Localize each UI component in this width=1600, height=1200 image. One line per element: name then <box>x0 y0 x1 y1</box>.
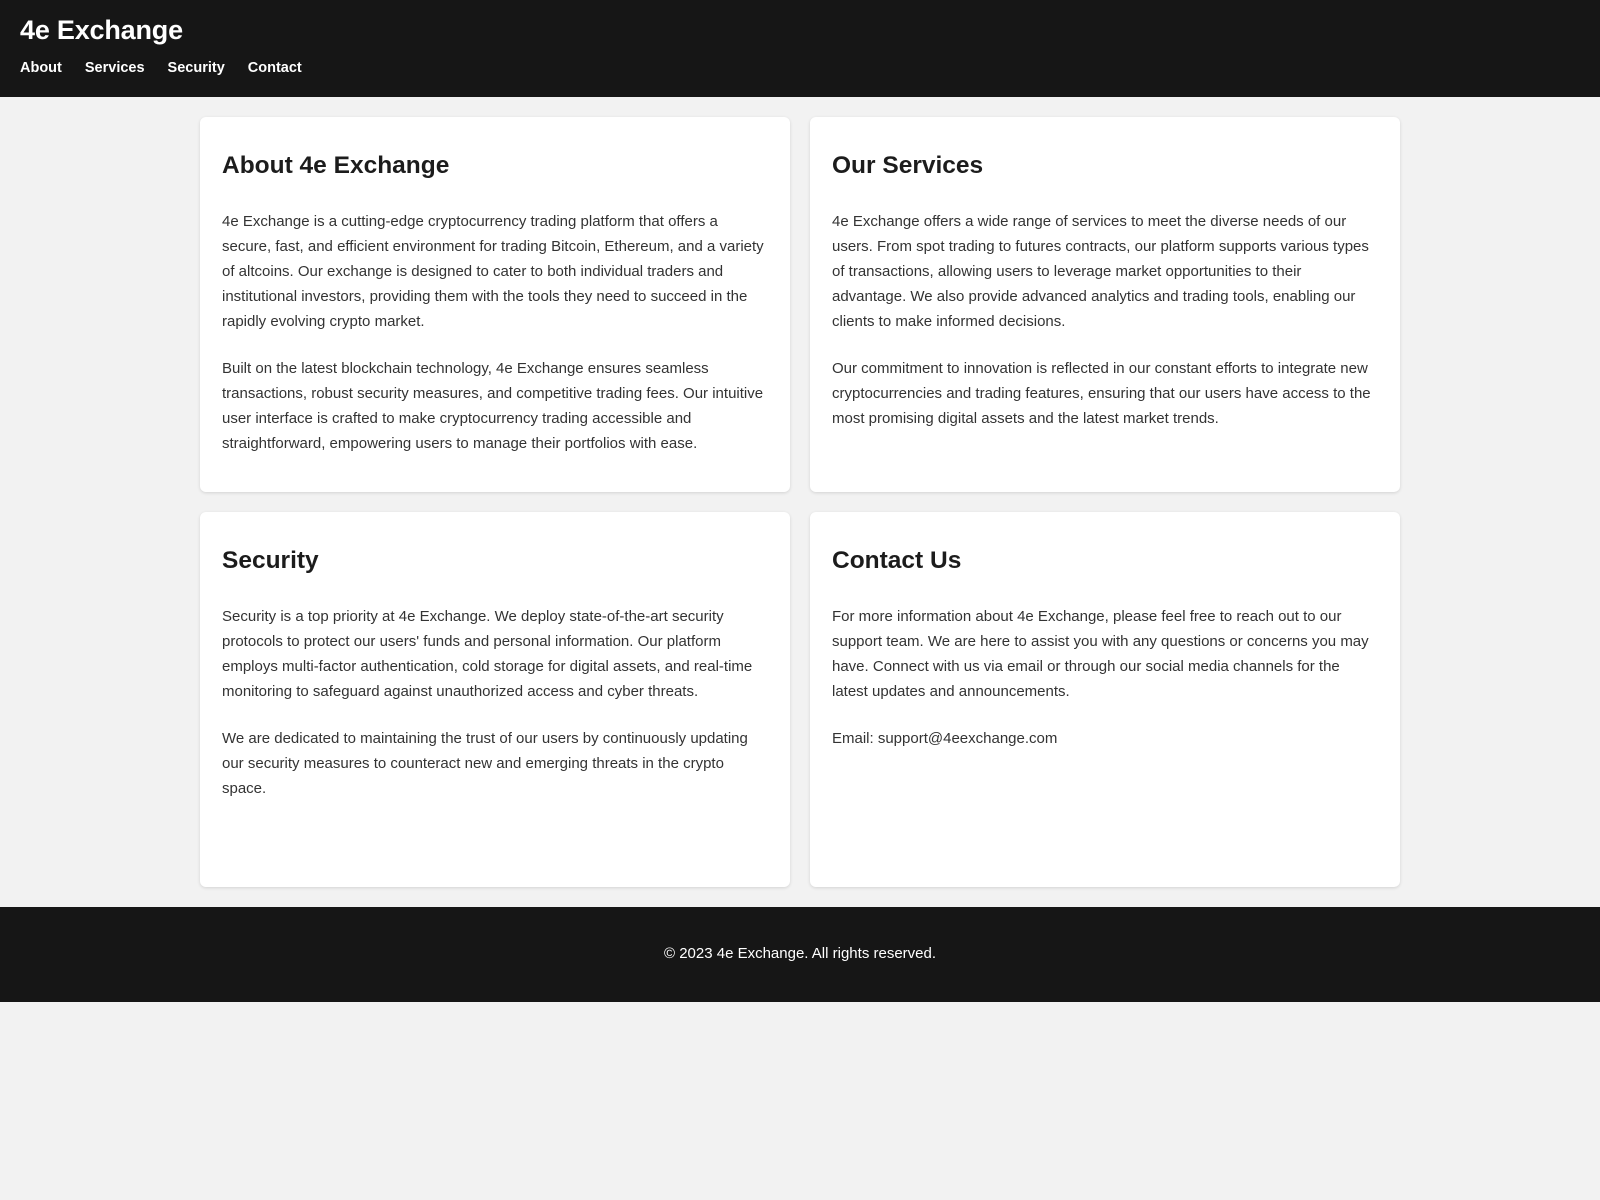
main-content <box>0 97 1600 887</box>
card-grid <box>200 117 1400 887</box>
card-title: Contact Us <box>832 547 962 575</box>
card-security <box>200 512 790 887</box>
site-title: 4e Exchange <box>20 15 183 45</box>
card-paragraph: 4e Exchange offers a wide range of services to meet the diverse needs of our users. From spot trading to futures contracts, our platform supports various types of transactions, allowing users to leverage market opportunities to their advantage. We also provide advanced analytics and trading tools, enabling our clients to make informed decisions. <box>832 212 1369 330</box>
nav-link-services[interactable]: Services <box>84 60 145 77</box>
card-paragraph: For more information about 4e Exchange, please feel free to reach out to our support team. We are here to assist you with any questions or concerns you may have. Connect with us via email or through our social media channels for the latest updates and announcements. <box>832 607 1369 700</box>
footer-copyright: © 2023 4e Exchange. All rights reserved. <box>663 945 937 963</box>
card-title: About 4e Exchange <box>222 152 450 180</box>
site-footer <box>0 907 1600 1002</box>
card-paragraph: 4e Exchange is a cutting-edge cryptocurrency trading platform that offers a secure, fast, and efficient environment for trading Bitcoin, Ethereum, and a variety of altcoins. Our exchange is designed to cater to both individual traders and institutional investors, providing them with the tools they need to succeed in the rapidly evolving crypto market. <box>222 212 764 330</box>
site-header <box>0 0 1600 97</box>
card-contact <box>810 512 1400 887</box>
card-paragraph: Our commitment to innovation is reflected in our constant efforts to integrate new cryptocurrencies and trading features, ensuring that our users have access to the most promising digital assets and the latest market trends. <box>832 360 1371 428</box>
nav-link-about[interactable]: About <box>20 60 62 77</box>
nav-link-security[interactable]: Security <box>167 60 225 77</box>
card-services <box>810 117 1400 492</box>
contact-email: Email: support@4eexchange.com <box>832 729 1058 747</box>
card-paragraph: Security is a top priority at 4e Exchange. We deploy state-of-the-art security protocols to protect our users' funds and personal information. Our platform employs multi-factor authentication, cold storage for digital assets, and real-time monitoring to safeguard against unauthorized access and cyber threats. <box>222 607 753 700</box>
card-paragraph: Built on the latest blockchain technology, 4e Exchange ensures seamless transactions, robust security measures, and competitive trading fees. Our intuitive user interface is crafted to make cryptocurrency trading accessible and straightforward, empowering users to manage their portfolios with ease. <box>222 360 764 453</box>
card-about <box>200 117 790 492</box>
card-title: Our Services <box>832 152 984 180</box>
card-paragraph: We are dedicated to maintaining the trust of our users by continuously updating our security measures to counteract new and emerging threats in the crypto space. <box>222 729 748 798</box>
card-title: Security <box>222 547 319 575</box>
main-navigation <box>20 60 1580 97</box>
nav-link-contact[interactable]: Contact <box>247 60 302 77</box>
